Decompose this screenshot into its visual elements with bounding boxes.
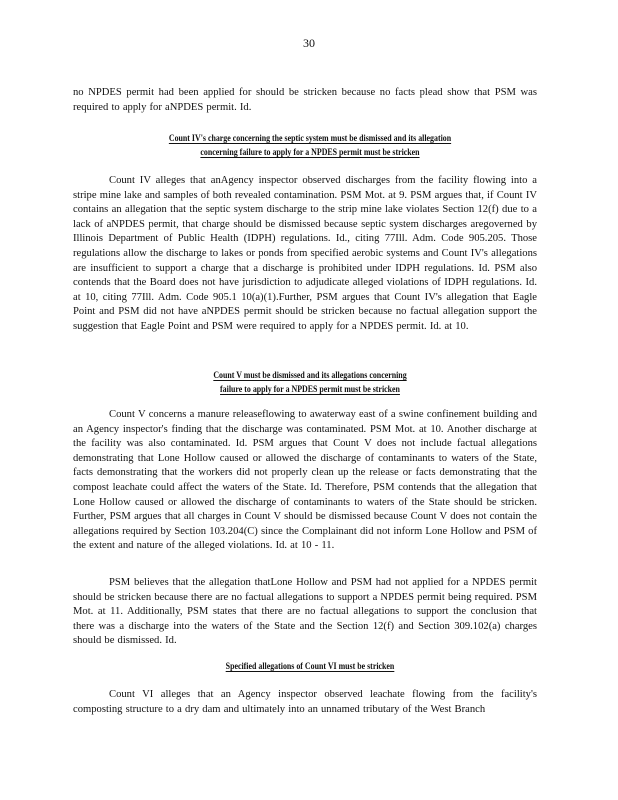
heading-line: Specified allegations of Count VI must be stricken xyxy=(225,661,395,671)
paragraph-psm-believes xyxy=(73,576,537,649)
page-number: 30 xyxy=(303,36,315,50)
paragraph-text: PSM believes that the allegation thatLone Hollow and PSM had not applied for a NPDES permit should be stricken because there are no factual allegations to support a NPDES permit being required. PSM Mot. at 11. Additionally, PSM states that there are no factual allegations to support the conclusion that there was a discharge into the waters of the State and the Section 12(f) and Section 309.102(a) charges should be dismissed. Id. xyxy=(73,577,537,647)
paragraph-count-v xyxy=(73,408,537,554)
paragraph-count-vi xyxy=(73,688,537,717)
section-heading-count-iv xyxy=(95,131,525,159)
heading-line: Count V must be dismissed and its allegations concerning xyxy=(213,370,407,380)
paragraph-text: Count VI alleges that an Agency inspector observed leachate flowing from the facility's composting structure to a dry dam and ultimately into an unnamed tributary of the West Branch xyxy=(73,689,537,715)
section-heading-count-vi xyxy=(95,659,525,673)
heading-line: Count IV's charge concerning the septic system must be dismissed and its allegation xyxy=(168,133,452,143)
paragraph-text: no NPDES permit had been applied for should be stricken because no facts plead show that PSM was required to apply for aNPDES permit. Id. xyxy=(73,87,537,113)
paragraph-continued xyxy=(73,86,537,115)
paragraph-count-iv xyxy=(73,174,537,335)
paragraph-text: Count IV alleges that anAgency inspector observed discharges from the facility flowing into a stripe mine lake and samples of both revealed contamination. PSM Mot. at 9. PSM argues that, if Count IV contains an allegation that the septic system discharge to the strip mine lake violates Section 12(f) due to a lack of aNPDES permit, that charge should be dismissed because septic system discharges aregoverned by Illinois Department of Public Health (IDPH) regulations. Id., citing 77Ill. Adm. Code 905.205. Those regulations allow the discharge to lakes or ponds from specified aerobic systems and Count IV's allegations are insufficient to support a charge that a discharge is prohibited under IDPH regulations. Id. PSM also contends that the Board does not have jurisdiction to adjudicate alleged violations of IDPH regulations. Id. at 10, citing 77Ill. Adm. Code 905.1 10(a)(1).Further, PSM argues that Count IV's allegation that Eagle Point and PSM did not have aNPDES permit should be stricken because no factual allegation support the suggestion that Eagle Point and PSM were required to apply for a NPDES permit. Id. at 10. xyxy=(73,175,537,332)
heading-line: failure to apply for a NPDES permit must be stricken xyxy=(220,384,400,394)
heading-line: concerning failure to apply for a NPDES permit must be stricken xyxy=(200,147,420,157)
paragraph-text: Count V concerns a manure releaseflowing to awaterway east of a swine confinement building and an Agency inspector's finding that the discharge was contaminated. PSM Mot. at 10. Another discharge at the facility was also contaminated. Id. PSM argues that Count V does not include factual allegations demonstrating that Lone Hollow caused or allowed the discharge of contaminants to waters of the State, facts demonstrating that the workers did not properly clean up the release or facts demonstrating that the compost leachate could affect the waters of the State. Id. Therefore, PSM contends that the allegation that Lone Hollow caused or allowed the discharge of contaminants to waters of the State should be stricken. Further, PSM argues that all charges in Count V should be dismissed because Count V does not contain the allegations required by Section 103.204(C) since the Complainant did not inform Lone Hollow and PSM of the extent and nature of the alleged violations. Id. at 10 - 11. xyxy=(73,409,537,552)
section-heading-count-v xyxy=(95,368,525,396)
